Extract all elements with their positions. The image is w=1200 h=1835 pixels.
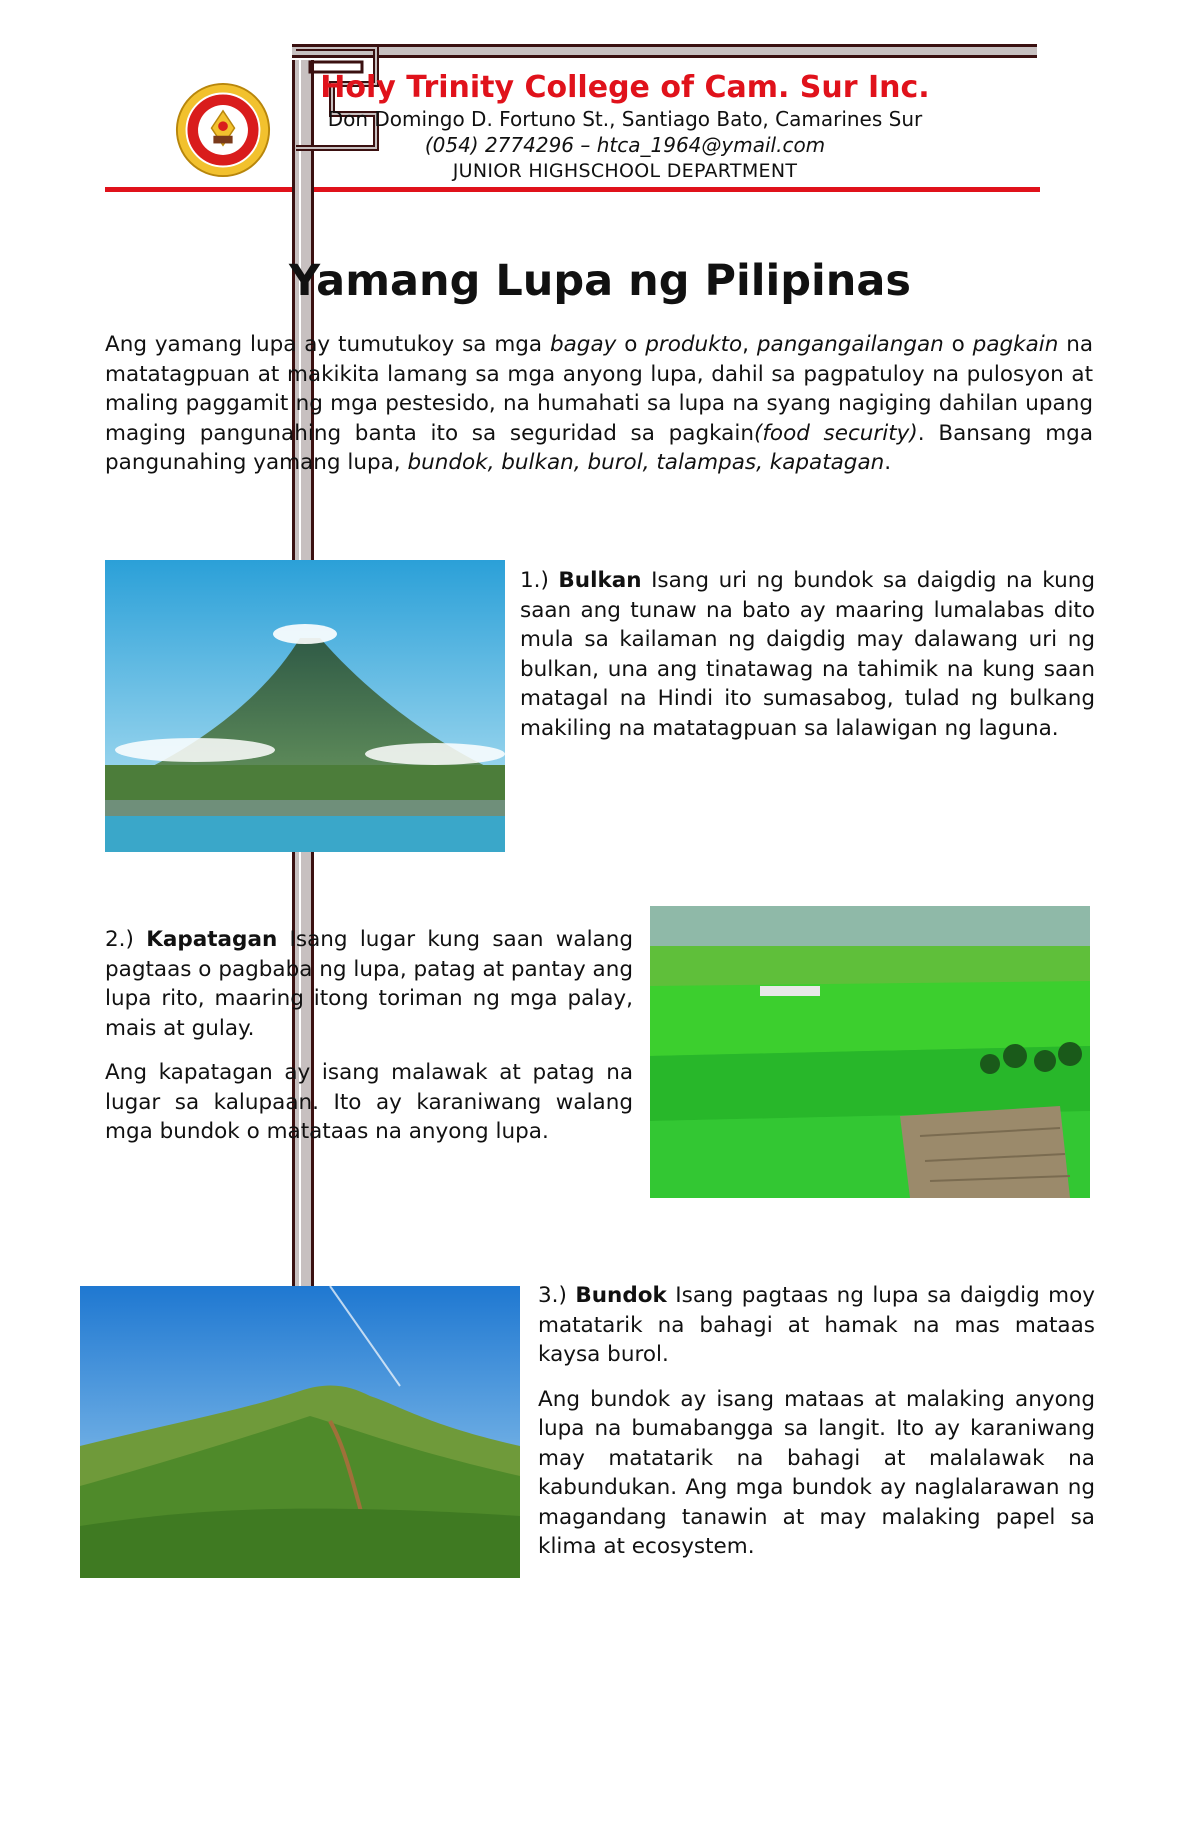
header-divider (105, 187, 1040, 192)
plains-photo (650, 906, 1090, 1198)
school-header (200, 70, 1050, 184)
frame-top-border (292, 44, 1037, 58)
intro-paragraph: Ang yamang lupa ay tumutukoy sa mga bagay o produkto, pangangailangan o pagkain na matatagpuan at makikita lamang sa mga anyong lupa, dahil sa pagpatuloy na pulosyon at maling paggamit ng mga pestesido, na humahati sa lupa na syang nagiging dahilan upang maging pangunahing banta ito sa seguridad sa pagkain(food security). Bansang mga pangunahing yamang lupa, bundok, bulkan, burol, talampas, kapatagan. (105, 332, 1094, 475)
page-title: Yamang Lupa ng Pilipinas (288, 256, 911, 306)
mountain-photo (80, 1286, 520, 1578)
school-name: Holy Trinity College of Cam. Sur Inc. (320, 70, 930, 105)
section-bulkan: 1.) Bulkan Isang uri ng bundok sa daigdig na kung saan ang tunaw na bato ay maaring lumalabas dito mula sa kailaman ng daigdig may dalawang uri ng bulkan, una ang tinatawag na tahimik na kung saan matagal na Hindi ito sumasabog, tulad ng bulkang makiling na matatagpuan sa lalawigan ng laguna. (520, 568, 1095, 741)
term-kapatagan: Kapatagan (146, 927, 278, 952)
volcano-photo (105, 560, 505, 852)
school-contact: (054) 2774296 – htca_1964@ymail.com (424, 133, 826, 157)
department-label: JUNIOR HIGHSCHOOL DEPARTMENT (452, 160, 798, 182)
term-bulkan: Bulkan (558, 568, 642, 593)
school-address: Don Domingo D. Fortuno St., Santiago Bato, Camarines Sur (327, 107, 923, 131)
section-kapatagan: 2.) Kapatagan Isang lugar kung saan walang pagtaas o pagbaba ng lupa, patag at pantay ang lupa rito, maaring itong toriman ng mga palay, mais at gulay. Ang kapatagan ay isang malawak at patag na lugar sa kalupaan. Ito ay karaniwang walang mga bundok o matataas na anyong lupa. (105, 927, 633, 1144)
term-bundok: Bundok (575, 1283, 667, 1308)
section-bundok: 3.) Bundok Isang pagtaas ng lupa sa daigdig moy matatarik na bahagi at hamak na mas mataas kaysa burol. Ang bundok ay isang mataas at malaking anyong lupa na bumabangga sa langit. Ito ay karaniwang may matatarik na bahagi at malalawak na kabundukan. Ang mga bundok ay naglalarawan ng magandang tanawin at may malaking papel sa klima at ecosystem. (538, 1283, 1095, 1559)
